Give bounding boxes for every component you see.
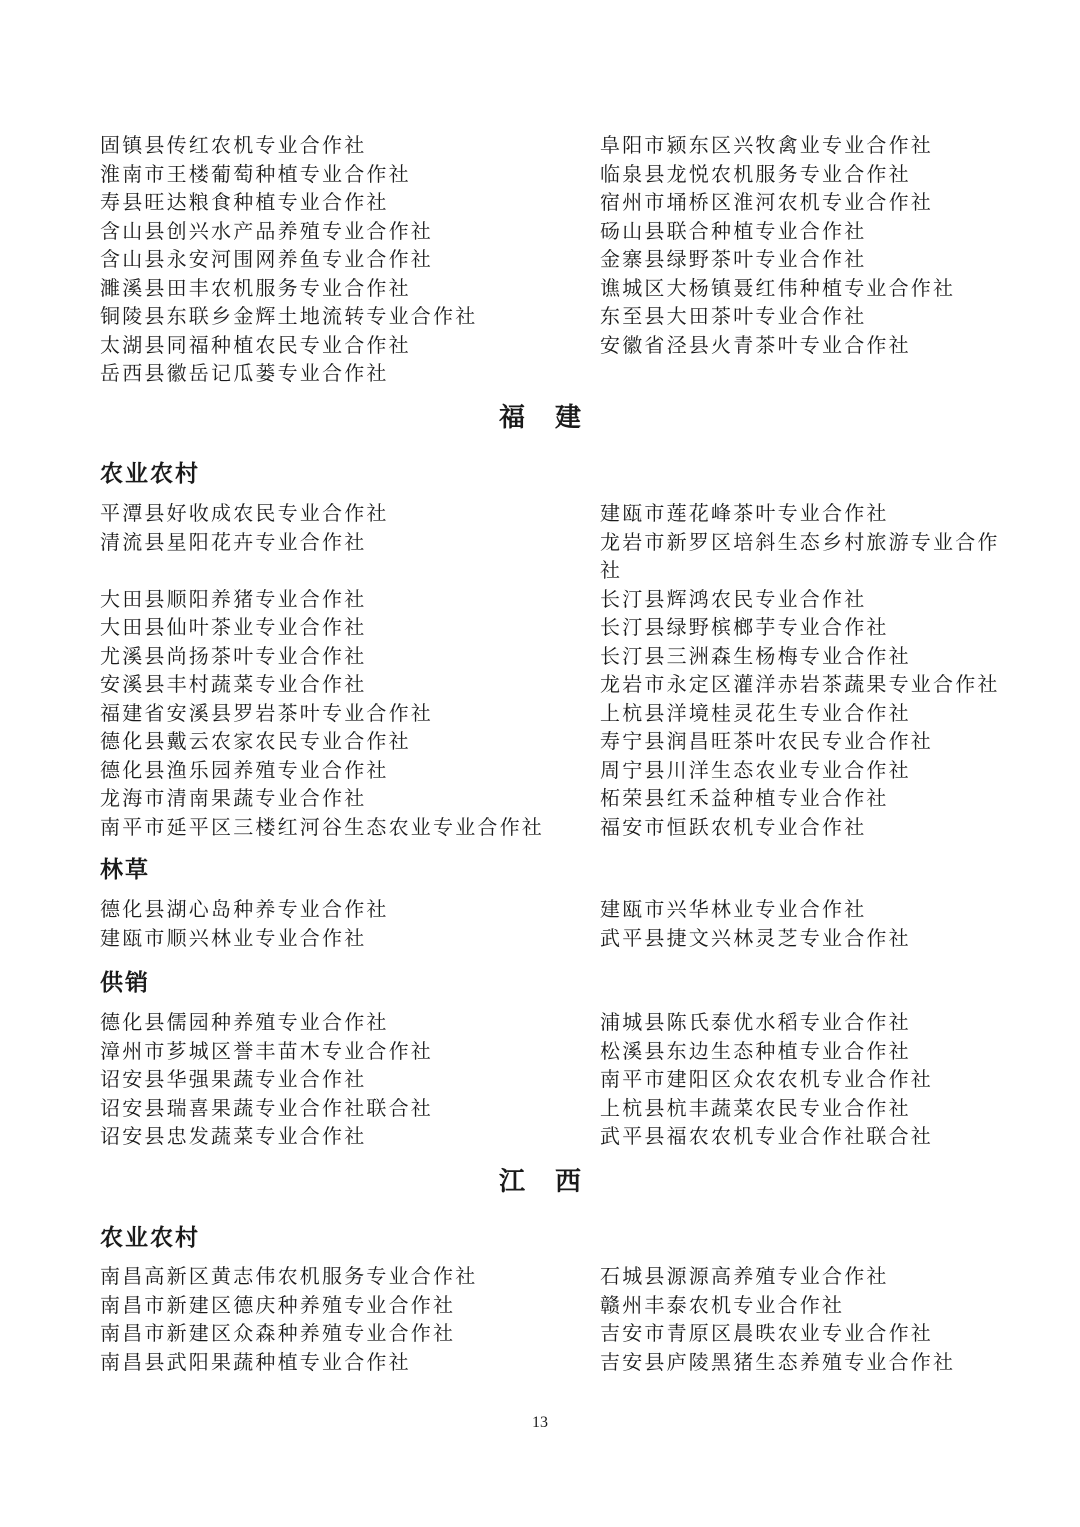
list-item: 长汀县辉鸿农民专业合作社 <box>600 586 867 611</box>
list-item: 淮南市王楼葡萄种植专业合作社 <box>100 161 411 186</box>
category-heading-forestry: 林草 <box>100 857 150 883</box>
list-item: 松溪县东边生态种植专业合作社 <box>600 1038 911 1063</box>
list-item: 临泉县龙悦农机服务专业合作社 <box>600 161 911 186</box>
list-item: 含山县永安河围网养鱼专业合作社 <box>100 247 433 271</box>
fujian-agri-right-column <box>600 499 1010 841</box>
fujian-agri-left-column <box>100 499 570 841</box>
list-item: 含山县创兴水产品养殖专业合作社 <box>100 218 433 243</box>
list-item: 岳西县徽岳记瓜蒌专业合作社 <box>100 361 389 385</box>
list-item: 诏安县华强果蔬专业合作社 <box>100 1067 367 1091</box>
list-item: 吉安县庐陵黑猪生态养殖专业合作社 <box>600 1349 956 1374</box>
list-item: 龙岩市永定区灌洋赤岩茶蔬果专业合作社 <box>600 672 1000 696</box>
category-heading-agriculture: 农业农村 <box>100 461 200 487</box>
list-item: 赣州丰泰农机专业合作社 <box>600 1292 845 1317</box>
list-item: 德化县渔乐园养殖专业合作社 <box>100 757 389 782</box>
list-item: 安徽省泾县火青茶叶专业合作社 <box>600 332 911 357</box>
list-item: 柘荣县红禾益种植专业合作社 <box>600 786 889 810</box>
list-item: 砀山县联合种植专业合作社 <box>600 218 867 243</box>
list-item: 安溪县丰村蔬菜专业合作社 <box>100 672 367 696</box>
list-item: 周宁县川洋生态农业专业合作社 <box>600 757 911 782</box>
list-item: 诏安县忠发蔬菜专业合作社 <box>100 1124 367 1148</box>
province-title-jiangxi: 江西 <box>498 1167 611 1197</box>
list-item: 南昌高新区黄志伟农机服务专业合作社 <box>100 1264 478 1288</box>
list-item: 诏安县瑞喜果蔬专业合作社联合社 <box>100 1095 433 1120</box>
list-item: 武平县福农农机专业合作社联合社 <box>600 1124 933 1148</box>
list-item: 龙岩市新罗区培斜生态乡村旅游专业合作社 <box>600 529 1000 582</box>
category-heading-agriculture: 农业农村 <box>100 1225 200 1251</box>
list-item: 龙海市清南果蔬专业合作社 <box>100 786 367 810</box>
list-item: 尤溪县尚扬茶叶专业合作社 <box>100 643 367 668</box>
list-item: 长汀县绿野槟榔芋专业合作社 <box>600 615 889 639</box>
list-item: 武平县捷文兴林灵芝专业合作社 <box>600 925 911 950</box>
list-item: 漳州市芗城区誉丰苗木专业合作社 <box>100 1038 433 1063</box>
page-number: 13 <box>532 1414 548 1431</box>
anhui-right-column <box>600 131 1010 359</box>
list-item: 南昌市新建区德庆种养殖专业合作社 <box>100 1292 456 1317</box>
list-item: 南昌县武阳果蔬种植专业合作社 <box>100 1349 411 1374</box>
list-item: 谯城区大杨镇聂红伟种植专业合作社 <box>600 275 956 300</box>
fujian-forest-right-column <box>600 895 1010 952</box>
fujian-forest-left-column <box>100 895 570 952</box>
list-item: 建瓯市莲花峰茶叶专业合作社 <box>600 501 889 525</box>
list-item: 浦城县陈氏泰优水稻专业合作社 <box>600 1010 911 1034</box>
list-item: 濉溪县田丰农机服务专业合作社 <box>100 275 411 300</box>
list-item: 铜陵县东联乡金辉土地流转专业合作社 <box>100 304 478 328</box>
category-heading-supply: 供销 <box>100 970 150 996</box>
list-item: 阜阳市颍东区兴牧禽业专业合作社 <box>600 133 933 157</box>
list-item: 大田县顺阳养猪专业合作社 <box>100 586 367 611</box>
list-item: 石城县源源高养殖专业合作社 <box>600 1264 889 1288</box>
list-item: 福建省安溪县罗岩茶叶专业合作社 <box>100 700 433 725</box>
list-item: 德化县儒园种养殖专业合作社 <box>100 1010 389 1034</box>
list-item: 德化县戴云农家农民专业合作社 <box>100 729 411 753</box>
anhui-left-column <box>100 131 570 388</box>
list-item: 清流县星阳花卉专业合作社 <box>100 529 367 554</box>
list-item: 建瓯市顺兴林业专业合作社 <box>100 925 367 950</box>
list-item: 金寨县绿野茶叶专业合作社 <box>600 247 867 271</box>
list-item: 上杭县杭丰蔬菜农民专业合作社 <box>600 1095 911 1120</box>
list-item: 德化县湖心岛种养专业合作社 <box>100 897 389 921</box>
fujian-supply-right-column <box>600 1008 1010 1151</box>
list-item: 福安市恒跃农机专业合作社 <box>600 814 867 839</box>
list-item: 上杭县洋境桂灵花生专业合作社 <box>600 700 911 725</box>
list-item: 吉安市青原区晨昳农业专业合作社 <box>600 1321 933 1345</box>
list-item: 南平市延平区三楼红河谷生态农业专业合作社 <box>100 814 544 839</box>
jiangxi-agri-right-column <box>600 1262 1010 1376</box>
list-item: 平潭县好收成农民专业合作社 <box>100 501 389 525</box>
list-item: 大田县仙叶茶业专业合作社 <box>100 615 367 639</box>
jiangxi-agri-left-column <box>100 1262 570 1376</box>
list-item: 寿宁县润昌旺茶叶农民专业合作社 <box>600 729 933 753</box>
list-item: 南平市建阳区众农农机专业合作社 <box>600 1067 933 1091</box>
province-title-fujian: 福建 <box>498 403 611 433</box>
fujian-supply-left-column <box>100 1008 570 1151</box>
list-item-spacer <box>100 556 570 585</box>
list-item: 长汀县三洲森生杨梅专业合作社 <box>600 643 911 668</box>
list-item: 固镇县传红农机专业合作社 <box>100 133 367 157</box>
list-item: 南昌市新建区众森种养殖专业合作社 <box>100 1321 456 1345</box>
list-item: 寿县旺达粮食种植专业合作社 <box>100 190 389 214</box>
list-item: 宿州市埇桥区淮河农机专业合作社 <box>600 190 933 214</box>
list-item: 东至县大田茶叶专业合作社 <box>600 304 867 328</box>
list-item: 太湖县同福种植农民专业合作社 <box>100 332 411 357</box>
list-item: 建瓯市兴华林业专业合作社 <box>600 897 867 921</box>
